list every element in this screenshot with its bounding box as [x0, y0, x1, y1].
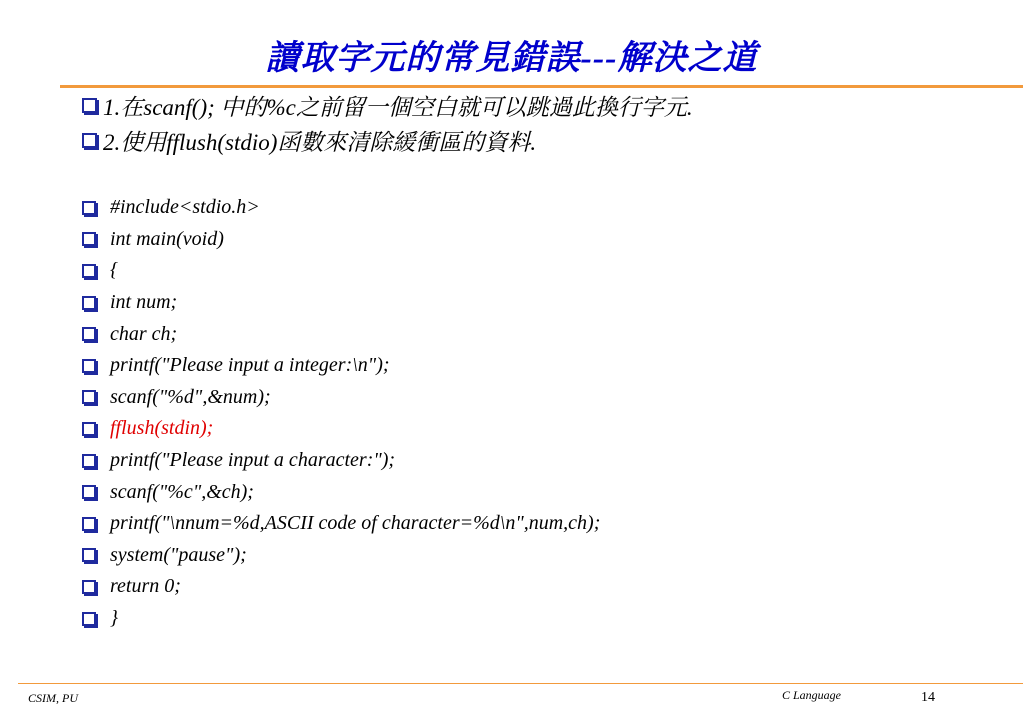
checkbox-bullet-icon	[82, 232, 96, 246]
code-line	[82, 445, 600, 477]
checkbox-bullet-icon	[82, 390, 96, 404]
checkbox-bullet-icon	[82, 296, 96, 310]
code-line-text: scanf("%c",&ch);	[110, 480, 254, 503]
footer-divider	[18, 683, 1023, 684]
code-line-text: int main(void)	[110, 227, 224, 250]
code-line-text: printf("\nnum=%d,ASCII code of character=%d\n",num,ch);	[110, 512, 601, 535]
code-line	[82, 382, 600, 414]
intro-item	[82, 88, 693, 123]
footer-left-text: CSIM, PU	[28, 691, 78, 705]
code-line-text: scanf("%d",&num);	[110, 385, 271, 408]
checkbox-bullet-icon	[82, 98, 97, 113]
code-line-text: #include<stdio.h>	[110, 196, 260, 219]
code-line	[82, 476, 600, 508]
checkbox-bullet-icon	[82, 485, 96, 499]
intro-item-text: 1.在scanf(); 中的%c之前留一個空白就可以跳過此換行字元.	[103, 95, 693, 120]
checkbox-bullet-icon	[82, 264, 96, 278]
code-line	[82, 508, 600, 540]
intro-item	[82, 123, 693, 158]
code-line-text: int num;	[110, 291, 178, 314]
checkbox-bullet-icon	[82, 327, 96, 341]
code-line	[82, 350, 600, 382]
code-line-text: system("pause");	[110, 543, 247, 566]
code-list	[82, 192, 600, 634]
code-line-text: return 0;	[110, 575, 181, 598]
checkbox-bullet-icon	[82, 580, 96, 594]
page-number: 14	[921, 690, 935, 705]
footer-course-text: C Language	[782, 688, 842, 702]
code-line	[82, 603, 600, 635]
checkbox-bullet-icon	[82, 359, 96, 373]
intro-list	[82, 88, 693, 158]
checkbox-bullet-icon	[82, 201, 96, 215]
code-line-text: printf("Please input a character:");	[110, 449, 396, 472]
code-line	[82, 540, 600, 572]
intro-item-text: 2.使用fflush(stdio)函數來清除緩衝區的資料.	[103, 130, 537, 155]
code-line-text: printf("Please input a integer:\n");	[110, 354, 390, 377]
checkbox-bullet-icon	[82, 612, 96, 626]
code-line	[82, 224, 600, 256]
code-line	[82, 571, 600, 603]
code-line	[82, 192, 600, 224]
checkbox-bullet-icon	[82, 422, 96, 436]
code-line	[82, 255, 600, 287]
code-line-text: fflush(stdin);	[110, 417, 214, 440]
slide-title: 讀取字元的常見錯誤---解決之道	[265, 40, 758, 77]
code-line	[82, 318, 600, 350]
code-line-text: {	[110, 259, 118, 282]
code-line-text: char ch;	[110, 322, 178, 345]
checkbox-bullet-icon	[82, 133, 97, 148]
checkbox-bullet-icon	[82, 517, 96, 531]
code-line-text: }	[110, 607, 118, 630]
checkbox-bullet-icon	[82, 548, 96, 562]
code-line-highlighted	[82, 413, 600, 445]
code-line	[82, 287, 600, 319]
checkbox-bullet-icon	[82, 454, 96, 468]
